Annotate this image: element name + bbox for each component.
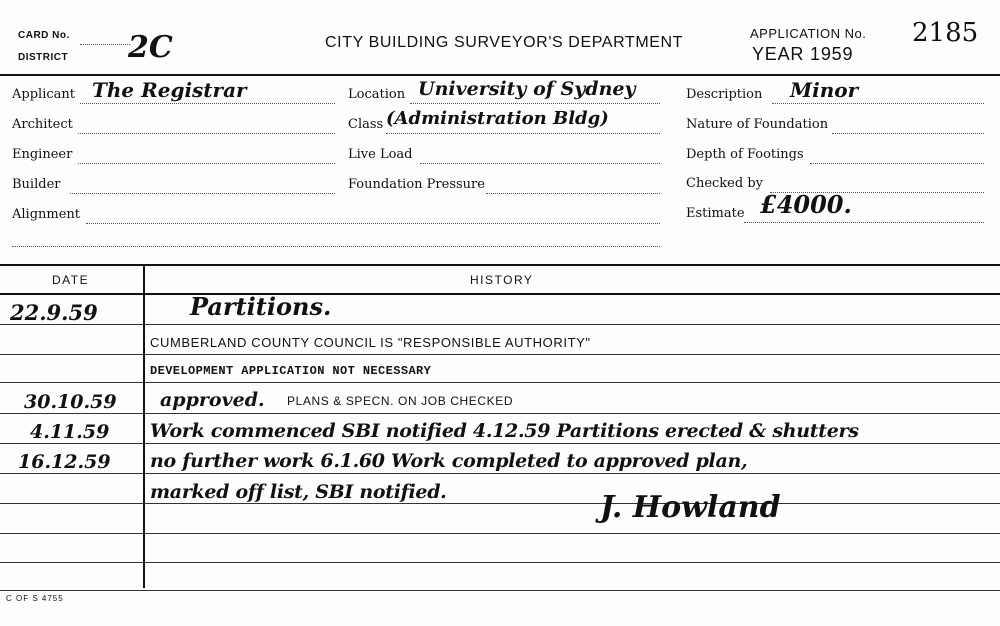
class-value: (Administration Bldg) — [386, 108, 609, 129]
class-label: Class — [348, 117, 384, 132]
ruled-line — [0, 443, 1000, 444]
district-label: DISTRICT — [18, 52, 69, 63]
location-line — [410, 103, 660, 104]
history-header-rule — [0, 293, 1000, 295]
nature-foundation-label: Nature of Foundation — [686, 117, 829, 132]
nature-foundation-line — [832, 133, 984, 134]
ruled-line — [0, 562, 1000, 563]
architect-line — [78, 133, 335, 134]
ruled-line — [0, 324, 1000, 325]
description-label: Description — [686, 87, 763, 102]
application-number: 2185 — [912, 18, 979, 48]
ruled-line — [0, 354, 1000, 355]
alignment-label: Alignment — [12, 207, 81, 222]
header-rule — [0, 74, 1000, 76]
depth-footings-label: Depth of Footings — [686, 147, 804, 162]
history-header: HISTORY — [470, 273, 534, 287]
estimate-line — [744, 222, 984, 223]
applicant-line — [80, 103, 335, 104]
estimate-value: £4000. — [760, 190, 852, 219]
location-label: Location — [348, 87, 406, 102]
entry-text-typed: PLANS & SPECN. ON JOB CHECKED — [287, 394, 514, 408]
ruled-line — [0, 413, 1000, 414]
entry-date: 16.12.59 — [18, 451, 111, 473]
entry-text: Work commenced SBI notified 4.12.59 Partitions erected & shutters — [150, 420, 859, 442]
entry-text: marked off list, SBI notified. — [150, 481, 447, 503]
entry-text: no further work 6.1.60 Work completed to approved plan, — [150, 450, 748, 472]
entry-date: 30.10.59 — [24, 391, 117, 413]
form-code: C OF S 4755 — [6, 594, 64, 603]
applicant-label: Applicant — [12, 87, 75, 102]
entry-text: Partitions. — [190, 292, 332, 321]
checked-by-label: Checked by — [686, 176, 763, 191]
depth-footings-line — [810, 163, 984, 164]
application-label: APPLICATION No. — [750, 26, 867, 41]
entry-date: 22.9.59 — [10, 300, 98, 325]
date-header: DATE — [52, 273, 90, 287]
live-load-label: Live Load — [348, 147, 413, 162]
live-load-line — [420, 163, 660, 164]
card-no-label: CARD No. — [18, 30, 70, 41]
department-title: CITY BUILDING SURVEYOR'S DEPARTMENT — [325, 34, 684, 51]
entry-text-typed: DEVELOPMENT APPLICATION NOT NECESSARY — [150, 364, 432, 378]
engineer-label: Engineer — [12, 147, 73, 162]
foundation-pressure-line — [486, 193, 660, 194]
builder-line — [70, 193, 335, 194]
card-no-line — [80, 44, 130, 45]
ruled-line — [0, 382, 1000, 383]
entry-text-typed: CUMBERLAND COUNTY COUNCIL IS "RESPONSIBLE AUTHORITY" — [150, 335, 591, 350]
year-label: YEAR 1959 — [752, 44, 854, 64]
date-column-divider — [143, 266, 145, 588]
estimate-label: Estimate — [686, 206, 745, 221]
builder-label: Builder — [12, 177, 61, 192]
blank-line — [12, 246, 660, 247]
class-line — [386, 133, 660, 134]
ruled-line — [0, 590, 1000, 591]
entry-date: 4.11.59 — [30, 421, 110, 443]
history-top-rule — [0, 264, 1000, 266]
district-value: 2C — [128, 30, 173, 65]
description-value: Minor — [790, 78, 859, 102]
location-value: University of Sydney — [418, 78, 636, 100]
entry-text-hand: approved. — [160, 389, 265, 411]
engineer-line — [78, 163, 335, 164]
ruled-line — [0, 533, 1000, 534]
ruled-line — [0, 503, 1000, 504]
ruled-line — [0, 473, 1000, 474]
architect-label: Architect — [12, 117, 73, 132]
description-line — [772, 103, 984, 104]
signature: J. Howland — [600, 490, 781, 525]
alignment-line — [86, 223, 660, 224]
foundation-pressure-label: Foundation Pressure — [348, 177, 485, 192]
applicant-value: The Registrar — [92, 78, 247, 102]
